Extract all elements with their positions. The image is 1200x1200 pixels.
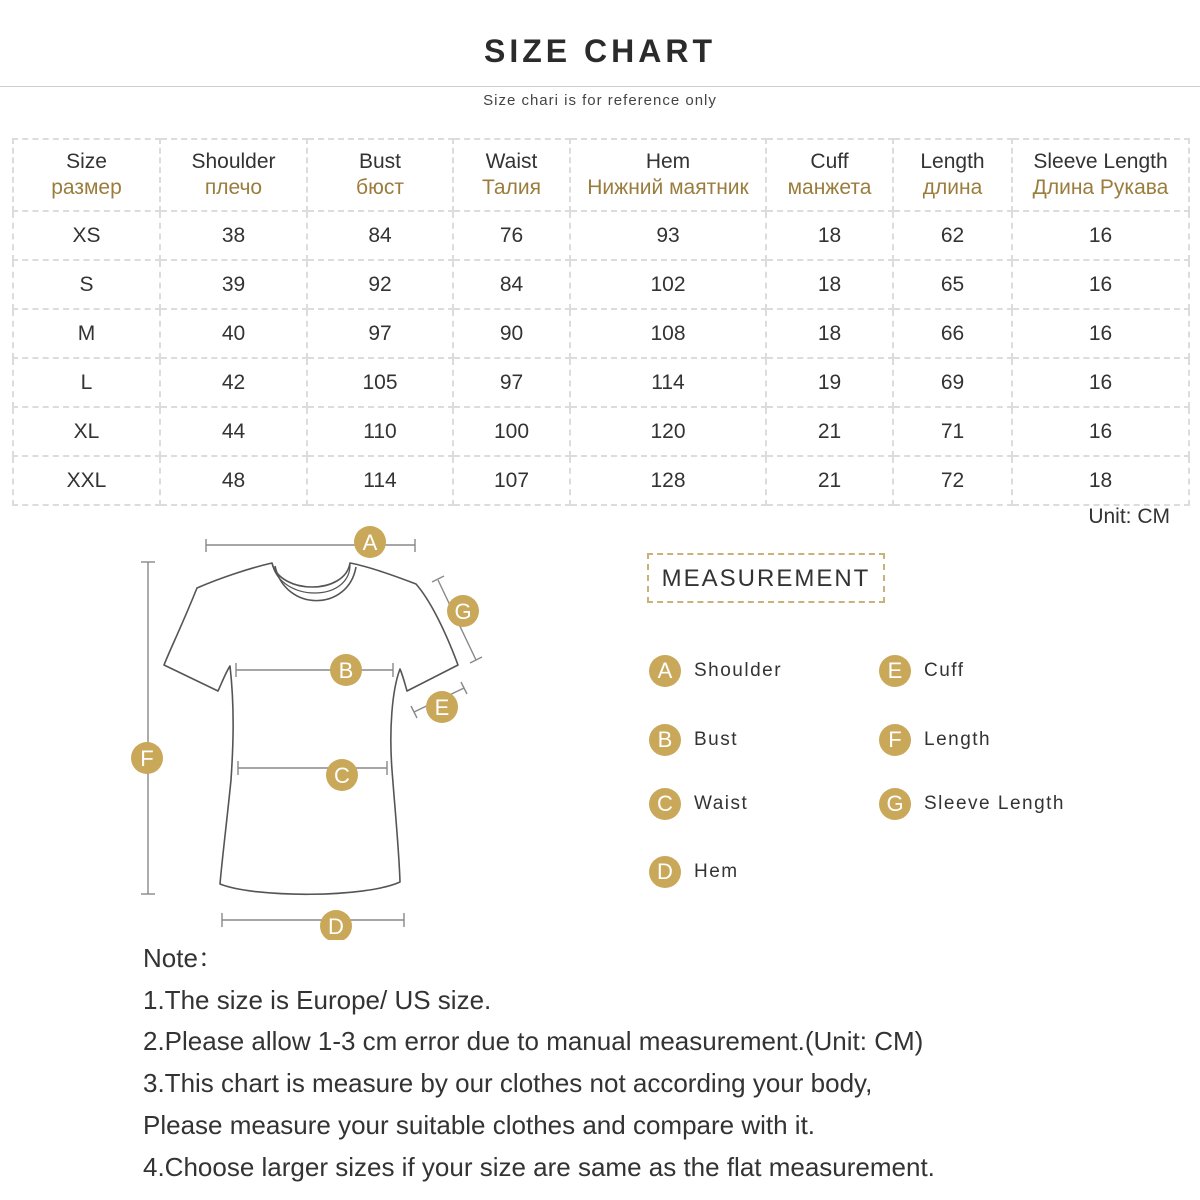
page-title: SIZE CHART: [484, 33, 716, 69]
measurement-cell: 102: [570, 260, 766, 309]
diagram-badge-e: [426, 691, 458, 723]
legend-label: Waist: [694, 793, 749, 814]
legend-item-length: [879, 724, 991, 756]
measurement-cell: 97: [307, 309, 453, 358]
table-row: [13, 260, 1189, 309]
legend-badge: B: [649, 724, 681, 756]
legend-badge: F: [879, 724, 911, 756]
column-header-ru: бюст: [356, 176, 404, 199]
measurement-cell: 105: [307, 358, 453, 407]
measurement-cell: 114: [570, 358, 766, 407]
measurement-cell: 40: [160, 309, 307, 358]
note-line-3b: Please measure your suitable clothes and compare with it.: [143, 1109, 816, 1140]
table-row: [13, 211, 1189, 260]
measurement-cell: 97: [453, 358, 570, 407]
column-header: [766, 139, 893, 211]
column-header: [160, 139, 307, 211]
legend-item-waist: [649, 788, 748, 820]
page-subtitle: Size chari is for reference only: [483, 92, 717, 109]
legend-item-shoulder: [649, 655, 782, 687]
measurement-cell: 92: [307, 260, 453, 309]
measurement-cell: 44: [160, 407, 307, 456]
table-row: [13, 407, 1189, 456]
column-header: [570, 139, 766, 211]
tshirt-outline: [164, 563, 458, 894]
size-cell: XXL: [13, 456, 160, 505]
column-header-ru: длина: [922, 176, 983, 199]
measurement-cell: 18: [1012, 456, 1189, 505]
note-line-4: 4.Choose larger sizes if your size are same as the flat measurement.: [143, 1151, 935, 1182]
size-cell: M: [13, 309, 160, 358]
measurement-cell: 66: [893, 309, 1012, 358]
measurement-cell: 110: [307, 407, 453, 456]
measurement-cell: 16: [1012, 260, 1189, 309]
legend-badge: G: [879, 788, 911, 820]
legend-label: Cuff: [924, 660, 965, 681]
legend-item-cuff: [879, 655, 965, 687]
column-header-ru: Нижний маятник: [587, 176, 749, 199]
measurement-cell: 42: [160, 358, 307, 407]
measurement-cell: 18: [766, 309, 893, 358]
size-cell: S: [13, 260, 160, 309]
legend-label: Sleeve Length: [924, 793, 1065, 814]
measurement-cell: 84: [453, 260, 570, 309]
notes-section: [143, 938, 935, 1188]
table-body: [13, 211, 1189, 505]
legend-badge: D: [649, 856, 681, 888]
table-row: [13, 358, 1189, 407]
svg-text:D: D: [328, 914, 344, 939]
svg-text:C: C: [334, 763, 350, 788]
svg-text:E: E: [434, 695, 450, 720]
legend-badge: E: [879, 655, 911, 687]
column-header: [307, 139, 453, 211]
svg-text:G: G: [454, 599, 472, 624]
measurement-cell: 128: [570, 456, 766, 505]
column-header-en: Cuff: [810, 150, 849, 173]
size-cell: XL: [13, 407, 160, 456]
measurement-cell: 100: [453, 407, 570, 456]
diagram-badge-g: [447, 595, 479, 627]
column-header: [1012, 139, 1189, 211]
svg-text:A: A: [362, 530, 378, 555]
column-header: [453, 139, 570, 211]
measurement-cell: 16: [1012, 211, 1189, 260]
measurement-cell: 84: [307, 211, 453, 260]
column-header-en: Bust: [358, 150, 402, 173]
tshirt-diagram: [120, 520, 500, 940]
column-header-en: Size: [66, 150, 107, 173]
legend-label: Shoulder: [694, 660, 783, 681]
legend-label: Length: [924, 729, 992, 750]
column-header-ru: Длина Рукава: [1032, 176, 1169, 199]
measurement-cell: 16: [1012, 407, 1189, 456]
measurement-cell: 71: [893, 407, 1012, 456]
table-row: [13, 456, 1189, 505]
size-table: [12, 138, 1190, 506]
measurement-cell: 38: [160, 211, 307, 260]
table-header-row: [13, 139, 1189, 211]
measurement-cell: 69: [893, 358, 1012, 407]
size-cell: XS: [13, 211, 160, 260]
measurement-cell: 76: [453, 211, 570, 260]
column-header-en: Sleeve Length: [1033, 150, 1168, 173]
legend-badge: C: [649, 788, 681, 820]
measurement-cell: 107: [453, 456, 570, 505]
measurement-cell: 18: [766, 211, 893, 260]
diagram-badge-b: [330, 654, 362, 686]
diagram-badge-f: [131, 742, 163, 774]
svg-text:B: B: [338, 658, 354, 683]
legend-item-hem: [649, 856, 739, 888]
column-header: [13, 139, 160, 211]
measurement-cell: 90: [453, 309, 570, 358]
measurement-cell: 16: [1012, 309, 1189, 358]
column-header: [893, 139, 1012, 211]
measurement-cell: 18: [766, 260, 893, 309]
measurement-cell: 65: [893, 260, 1012, 309]
column-header-ru: размер: [51, 176, 122, 199]
measurement-cell: 93: [570, 211, 766, 260]
legend-item-bust: [649, 724, 738, 756]
title-divider: [0, 86, 1200, 87]
unit-label: Unit: CM: [1088, 505, 1170, 528]
measurement-cell: 108: [570, 309, 766, 358]
measurement-cell: 16: [1012, 358, 1189, 407]
measurement-cell: 19: [766, 358, 893, 407]
svg-text:F: F: [140, 746, 154, 771]
measurement-cell: 48: [160, 456, 307, 505]
table-row: [13, 309, 1189, 358]
column-header-ru: плечо: [204, 176, 263, 199]
legend-label: Hem: [694, 861, 739, 882]
legend-item-sleeve-length: [879, 788, 1065, 820]
measurement-cell: 62: [893, 211, 1012, 260]
note-line-3: 3.This chart is measure by our clothes not according your body,: [143, 1068, 873, 1099]
measurement-cell: 114: [307, 456, 453, 505]
note-line-2: 2.Please allow 1-3 cm error due to manual measurement.(Unit: CM): [143, 1026, 924, 1057]
legend-label: Bust: [694, 729, 739, 750]
measurement-cell: 39: [160, 260, 307, 309]
diagram-badge-c: [326, 759, 358, 791]
measurement-cell: 21: [766, 456, 893, 505]
column-header-ru: Талия: [482, 176, 541, 199]
column-header-ru: манжета: [787, 176, 872, 199]
legend-badge: A: [649, 655, 681, 687]
diagram-badge-a: [354, 526, 386, 558]
tshirt-collar: [275, 566, 356, 601]
measurement-cell: 120: [570, 407, 766, 456]
column-header-en: Shoulder: [191, 150, 276, 173]
note-heading: Note：: [143, 943, 224, 973]
measurement-cell: 72: [893, 456, 1012, 505]
measurement-cell: 21: [766, 407, 893, 456]
column-header-en: Hem: [645, 150, 691, 173]
diagram-badge-d: [320, 910, 352, 940]
note-line-1: 1.The size is Europe/ US size.: [143, 984, 492, 1015]
column-header-en: Waist: [485, 150, 538, 173]
column-header-en: Length: [920, 150, 985, 173]
size-cell: L: [13, 358, 160, 407]
measurement-heading: MEASUREMENT: [647, 553, 885, 603]
